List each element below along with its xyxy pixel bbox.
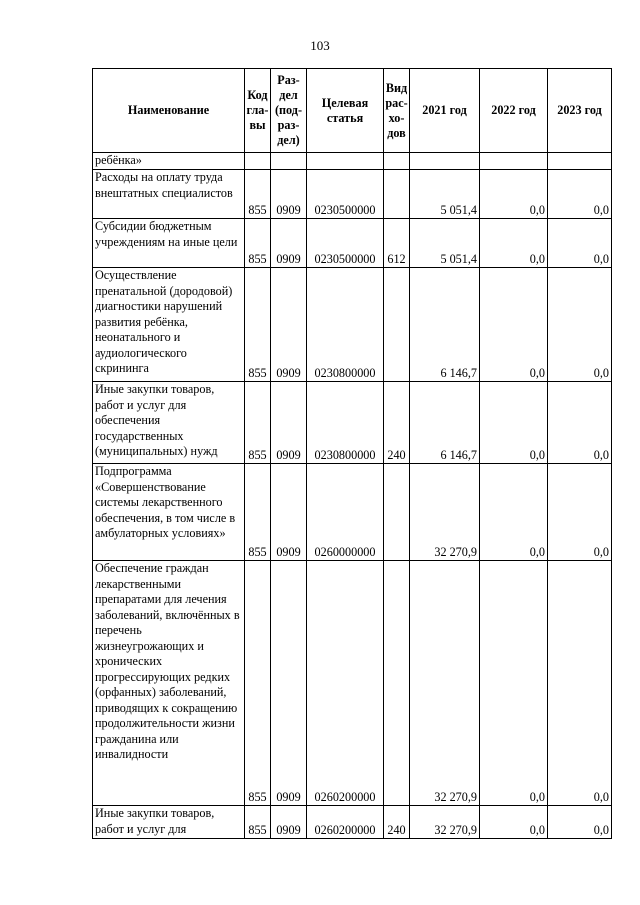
row-2021: 6 146,7 (410, 268, 480, 382)
row-2021: 5 051,4 (410, 170, 480, 219)
row-type: 240 (384, 806, 410, 839)
row-type (384, 561, 410, 806)
row-2021 (410, 153, 480, 170)
header-name: Наименование (93, 69, 245, 153)
header-2021: 2021 год (410, 69, 480, 153)
row-type (384, 170, 410, 219)
row-chapter: 855 (245, 170, 271, 219)
row-type (384, 268, 410, 382)
row-2021: 5 051,4 (410, 219, 480, 268)
row-2022: 0,0 (480, 464, 548, 561)
row-2022: 0,0 (480, 561, 548, 806)
header-row (93, 69, 612, 153)
row-target: 0230800000 (307, 382, 384, 464)
row-chapter: 855 (245, 561, 271, 806)
row-type: 612 (384, 219, 410, 268)
table-row (93, 382, 612, 464)
row-2023: 0,0 (548, 170, 612, 219)
row-2023: 0,0 (548, 382, 612, 464)
row-2022: 0,0 (480, 806, 548, 839)
row-chapter: 855 (245, 219, 271, 268)
row-section: 0909 (271, 170, 307, 219)
row-2021: 6 146,7 (410, 382, 480, 464)
row-target: 0260200000 (307, 561, 384, 806)
row-2021: 32 270,9 (410, 806, 480, 839)
row-target: 0230800000 (307, 268, 384, 382)
row-2023: 0,0 (548, 464, 612, 561)
header-2023: 2023 год (548, 69, 612, 153)
row-target: 0230500000 (307, 219, 384, 268)
row-2022: 0,0 (480, 170, 548, 219)
budget-table (92, 68, 612, 839)
table-row (93, 219, 612, 268)
row-2022: 0,0 (480, 268, 548, 382)
row-section (271, 153, 307, 170)
page-number: 103 (310, 38, 330, 53)
row-type (384, 464, 410, 561)
row-name: Осуществление пренатальной (дородовой) диагностики нарушений развития ребёнка, неонатального и аудиологического скрининга (93, 268, 245, 382)
row-name: Иные закупки товаров, работ и услуг для обеспечения государственных (муниципальных) нужд (93, 382, 245, 464)
table-row (93, 170, 612, 219)
header-expense-type: Вид рас- хо- дов (384, 69, 410, 153)
row-section: 0909 (271, 561, 307, 806)
row-2021: 32 270,9 (410, 561, 480, 806)
row-type (384, 153, 410, 170)
row-name: Субсидии бюджетным учреждениям на иные цели (93, 219, 245, 268)
row-chapter (245, 153, 271, 170)
table-row (93, 464, 612, 561)
table-row (93, 153, 612, 170)
row-2023: 0,0 (548, 219, 612, 268)
row-chapter: 855 (245, 382, 271, 464)
row-type: 240 (384, 382, 410, 464)
header-target-item: Целевая статья (307, 69, 384, 153)
row-target: 0260000000 (307, 464, 384, 561)
row-name: Иные закупки товаров, работ и услуг для (93, 806, 245, 839)
header-2022: 2022 год (480, 69, 548, 153)
row-section: 0909 (271, 806, 307, 839)
row-chapter: 855 (245, 806, 271, 839)
row-chapter: 855 (245, 268, 271, 382)
row-section: 0909 (271, 219, 307, 268)
row-2023 (548, 153, 612, 170)
row-2023: 0,0 (548, 806, 612, 839)
row-2022 (480, 153, 548, 170)
row-chapter: 855 (245, 464, 271, 561)
row-name: Обеспечение граждан лекарственными препаратами для лечения заболеваний, включённых в перечень жизнеугрожающих и хронических прогрессирующих редких (орфанных) заболеваний, приводящих к сокращению продолжительности жизни гражданина или инвалидности (93, 561, 245, 806)
row-2023: 0,0 (548, 268, 612, 382)
table-row (93, 561, 612, 806)
table-row (93, 268, 612, 382)
row-name: Расходы на оплату труда внештатных специалистов (93, 170, 245, 219)
row-2021: 32 270,9 (410, 464, 480, 561)
row-target (307, 153, 384, 170)
row-name: Подпрограмма «Совершенствование системы лекарственного обеспечения, в том числе в амбулаторных условиях» (93, 464, 245, 561)
header-section: Раз- дел (под- раз- дел) (271, 69, 307, 153)
table-row (93, 806, 612, 839)
row-section: 0909 (271, 382, 307, 464)
row-2023: 0,0 (548, 561, 612, 806)
header-chapter-code: Код гла- вы (245, 69, 271, 153)
row-target: 0230500000 (307, 170, 384, 219)
row-target: 0260200000 (307, 806, 384, 839)
row-section: 0909 (271, 464, 307, 561)
row-2022: 0,0 (480, 382, 548, 464)
row-name: ребёнка» (93, 153, 245, 170)
row-2022: 0,0 (480, 219, 548, 268)
row-section: 0909 (271, 268, 307, 382)
